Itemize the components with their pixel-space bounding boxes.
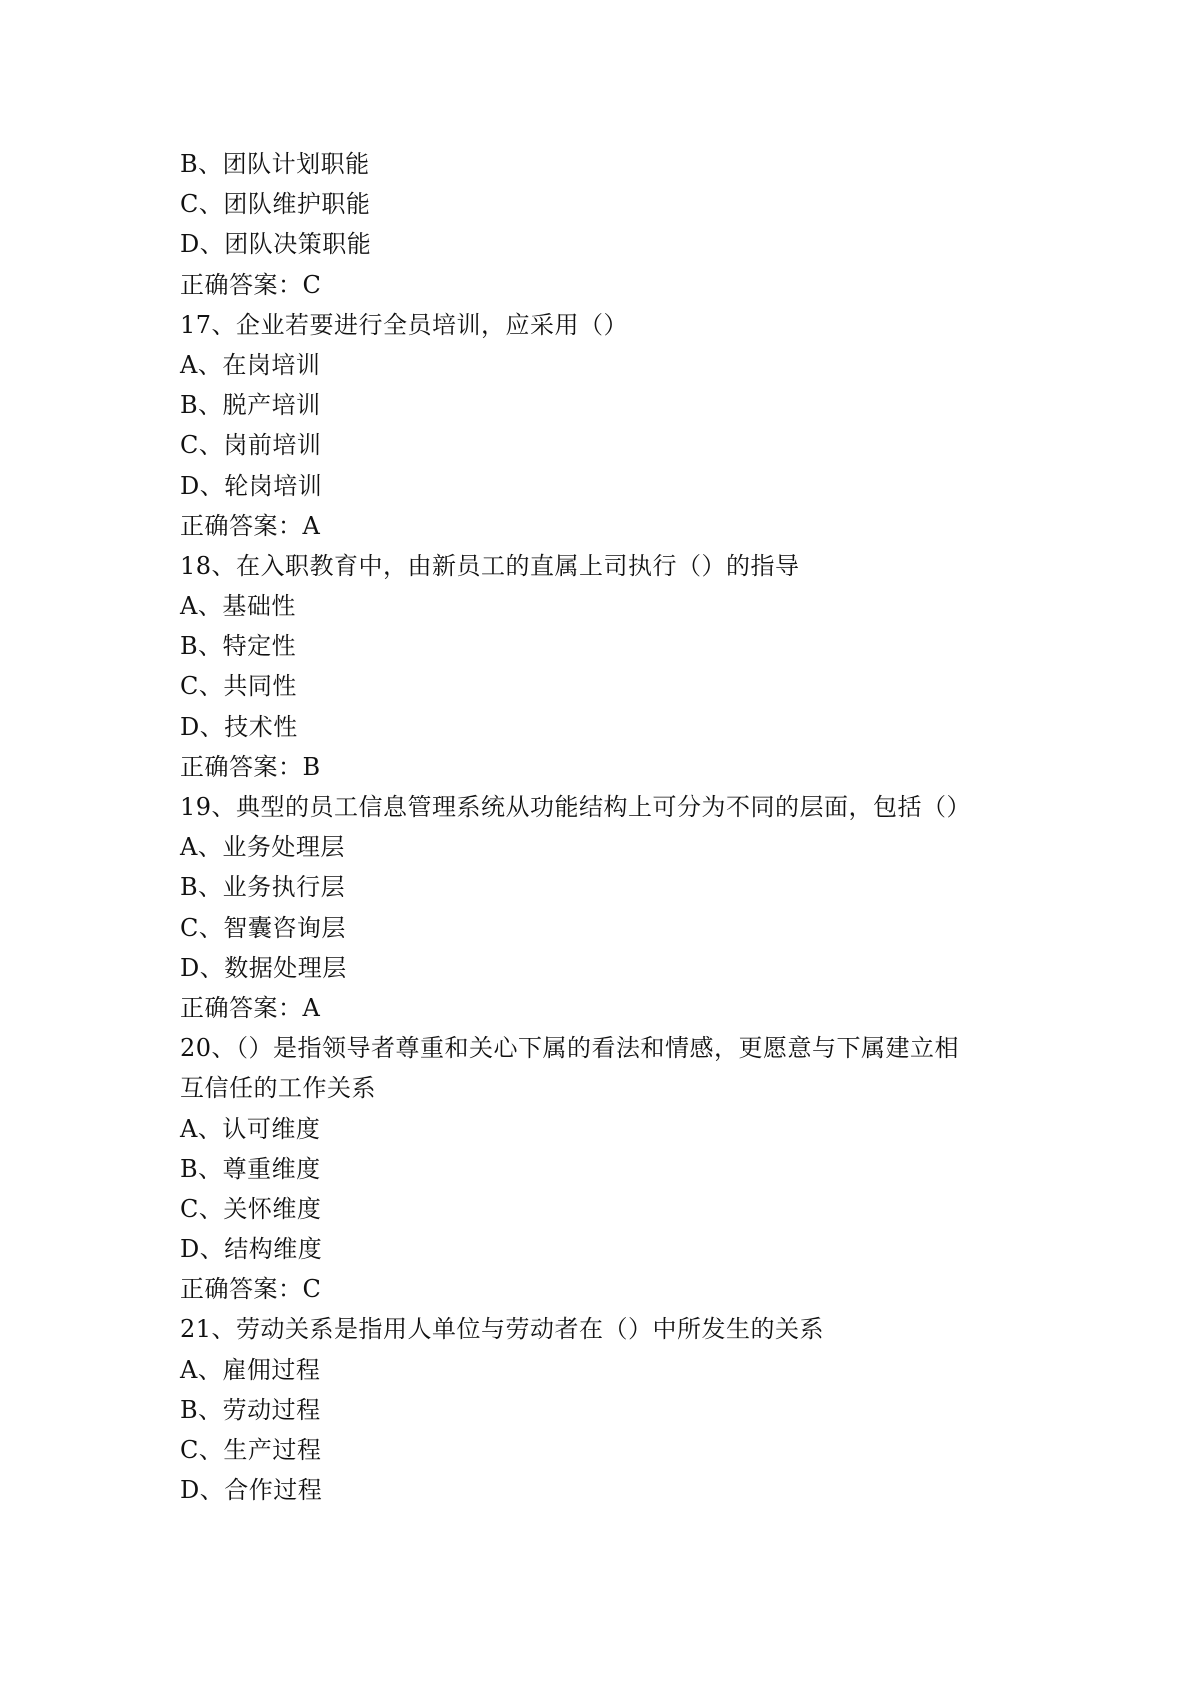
option-a-line: A、认可维度: [180, 1114, 321, 1143]
answer-line: 正确答案：B: [180, 752, 321, 781]
answer-line: 正确答案：A: [180, 993, 321, 1022]
option-c-line: C、智囊咨询层: [180, 913, 346, 942]
question-text-block: [180, 144, 1040, 1510]
option-b-line: B、劳动过程: [180, 1395, 321, 1424]
option-c-line: C、共同性: [180, 672, 297, 701]
option-c-line: C、生产过程: [180, 1436, 322, 1464]
option-c-line: C、团队维护职能: [180, 190, 371, 219]
option-d-line: D、合作过程: [180, 1476, 323, 1505]
answer-line: 正确答案：C: [180, 270, 322, 299]
option-a-line: A、基础性: [180, 592, 296, 621]
question-21: 21、劳动关系是指用人单位与劳动者在（）中所发生的关系: [180, 1315, 825, 1344]
option-d-line: D、数据处理层: [180, 953, 347, 982]
option-d-line: D、轮岗培训: [180, 471, 323, 500]
question-20-continuation: 互信任的工作关系: [180, 1074, 376, 1103]
option-a-line: A、雇佣过程: [180, 1355, 321, 1384]
question-19: 19、典型的员工信息管理系统从功能结构上可分为不同的层面，包括（）: [180, 793, 972, 821]
option-d-line: D、技术性: [180, 712, 298, 741]
option-b-line: B、尊重维度: [180, 1154, 321, 1183]
option-c-line: C、关怀维度: [180, 1194, 322, 1223]
option-a-line: A、在岗培训: [180, 350, 321, 379]
answer-line: 正确答案：A: [180, 511, 321, 540]
option-c-line: C、岗前培训: [180, 431, 322, 460]
option-d-line: D、结构维度: [180, 1235, 323, 1264]
option-d-line: D、团队决策职能: [180, 230, 372, 259]
question-17: 17、企业若要进行全员培训，应采用（）: [180, 310, 629, 339]
option-b-line: B、脱产培训: [180, 391, 321, 420]
option-b-line: B、特定性: [180, 632, 297, 661]
option-a-line: A、业务处理层: [180, 833, 345, 862]
question-18: 18、在入职教育中，由新员工的直属上司执行（）的指导: [180, 551, 800, 580]
answer-line: 正确答案：C: [180, 1275, 322, 1304]
option-b-line: B、团队计划职能: [180, 150, 370, 178]
option-b-line: B、业务执行层: [180, 873, 346, 902]
question-20: 20、（）是指领导者尊重和关心下属的看法和情感，更愿意与下属建立相: [180, 1034, 960, 1063]
